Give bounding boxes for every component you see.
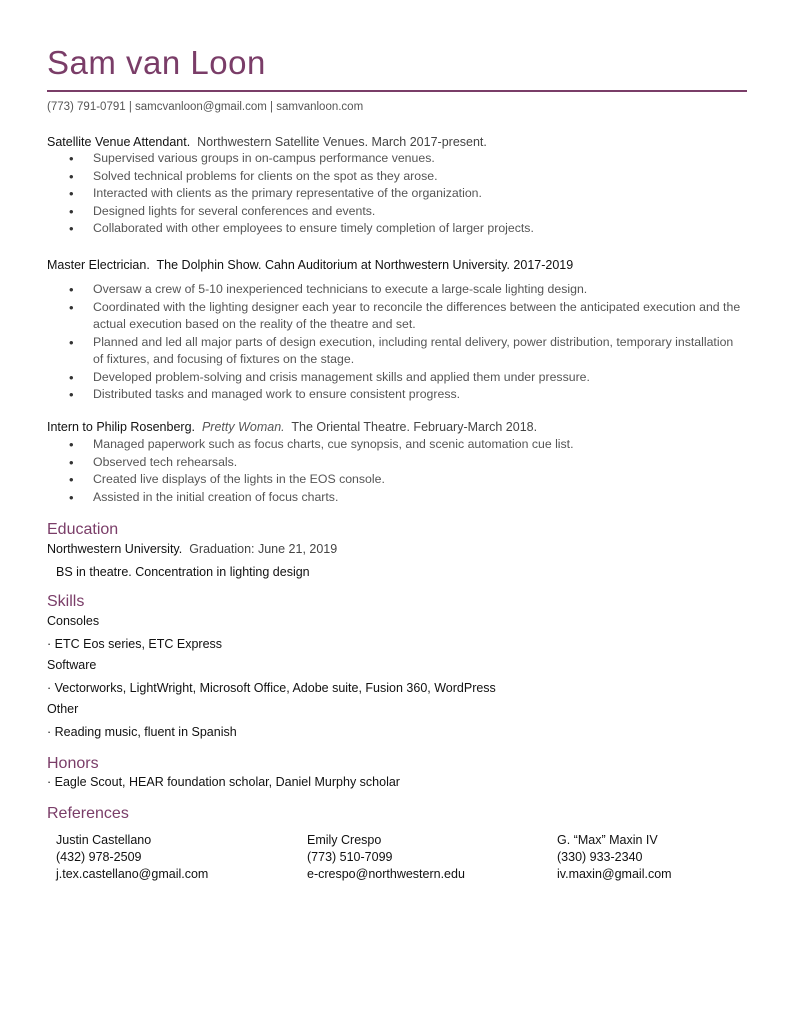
list-item: • Collaborated with other employees to ensure timely completion of larger projects. — [66, 220, 746, 238]
skills-group-items: · ETC Eos series, ETC Express — [47, 637, 223, 651]
job-bullets — [66, 436, 746, 506]
job-bullets — [66, 150, 746, 238]
reference-phone: (330) 933-2340 — [557, 850, 643, 864]
reference-name: G. “Max” Maxin IV — [557, 833, 658, 847]
list-item: • Created live displays of the lights in the EOS console. — [66, 471, 746, 489]
resume-name: Sam van Loon — [47, 44, 266, 81]
skills-group-label: Consoles — [47, 614, 100, 628]
list-item: • Managed paperwork such as focus charts, cue synopsis, and scenic automation cue list. — [66, 436, 746, 454]
list-item: • Interacted with clients as the primary representative of the organization. — [66, 185, 746, 203]
job-heading — [47, 421, 537, 434]
list-item: • Designed lights for several conferences and events. — [66, 203, 746, 221]
job-show: Pretty Woman. — [201, 420, 285, 434]
reference-email: j.tex.castellano@gmail.com — [56, 867, 209, 881]
education-school: Northwestern University. — [47, 542, 183, 556]
list-item: • Solved technical problems for clients on the spot as they arose. — [66, 168, 746, 186]
reference-name: Emily Crespo — [307, 833, 382, 847]
header-divider — [47, 90, 747, 92]
job-details: The Oriental Theatre. February-March 2018. — [291, 420, 538, 434]
education-graduation: Graduation: June 21, 2019 — [189, 542, 338, 556]
reference-email: e-crespo@northwestern.edu — [307, 867, 465, 881]
reference-email: iv.maxin@gmail.com — [557, 867, 672, 881]
job-role: Master Electrician. — [47, 258, 150, 272]
list-item: • Developed problem-solving and crisis management skills and applied them under pressure. — [66, 369, 746, 387]
reference-card — [557, 832, 777, 883]
reference-phone: (432) 978-2509 — [56, 850, 142, 864]
reference-card — [307, 832, 527, 883]
skills-group-label: Software — [47, 658, 97, 672]
honors-items: · Eagle Scout, HEAR foundation scholar, Daniel Murphy scholar — [47, 775, 400, 789]
list-item: • Oversaw a crew of 5-10 inexperienced technicians to execute a large-scale lighting design. — [66, 281, 746, 299]
list-item: • Observed tech rehearsals. — [66, 454, 746, 472]
education-school-line — [47, 543, 337, 556]
education-degree: BS in theatre. Concentration in lighting design — [56, 565, 310, 579]
skills-group-label: Other — [47, 702, 79, 716]
skills-group-items: · Reading music, fluent in Spanish — [47, 725, 237, 739]
job-details: Northwestern Satellite Venues. March 2017-present. — [197, 135, 487, 149]
job-role: Satellite Venue Attendant. — [47, 135, 191, 149]
contact-line: (773) 791-0791 | samcvanloon@gmail.com | samvanloon.com — [47, 101, 364, 113]
education-heading: Education — [47, 521, 119, 538]
job-role: Intern to Philip Rosenberg. — [47, 420, 196, 434]
skills-heading: Skills — [47, 593, 85, 610]
honors-heading: Honors — [47, 755, 99, 772]
reference-card — [56, 832, 276, 883]
list-item: • Coordinated with the lighting designer each year to reconcile the differences between the anticipated execution and the actual execution based on the reality of the theatre and set. — [66, 299, 746, 334]
reference-name: Justin Castellano — [56, 833, 152, 847]
list-item: • Distributed tasks and managed work to ensure consistent progress. — [66, 386, 746, 404]
job-heading — [47, 136, 487, 149]
list-item: • Assisted in the initial creation of focus charts. — [66, 489, 746, 507]
job-details: The Dolphin Show. Cahn Auditorium at Northwestern University. 2017-2019 — [156, 258, 574, 272]
job-bullets — [66, 281, 746, 404]
skills-group-items: · Vectorworks, LightWright, Microsoft Office, Adobe suite, Fusion 360, WordPress — [47, 681, 496, 695]
list-item: • Planned and led all major parts of design execution, including rental delivery, power distribution, temporary installation of fixtures, and focusing of fixtures on the stage. — [66, 334, 746, 369]
reference-phone: (773) 510-7099 — [307, 850, 393, 864]
references-heading: References — [47, 805, 129, 822]
job-heading — [47, 259, 573, 272]
list-item: • Supervised various groups in on-campus performance venues. — [66, 150, 746, 168]
